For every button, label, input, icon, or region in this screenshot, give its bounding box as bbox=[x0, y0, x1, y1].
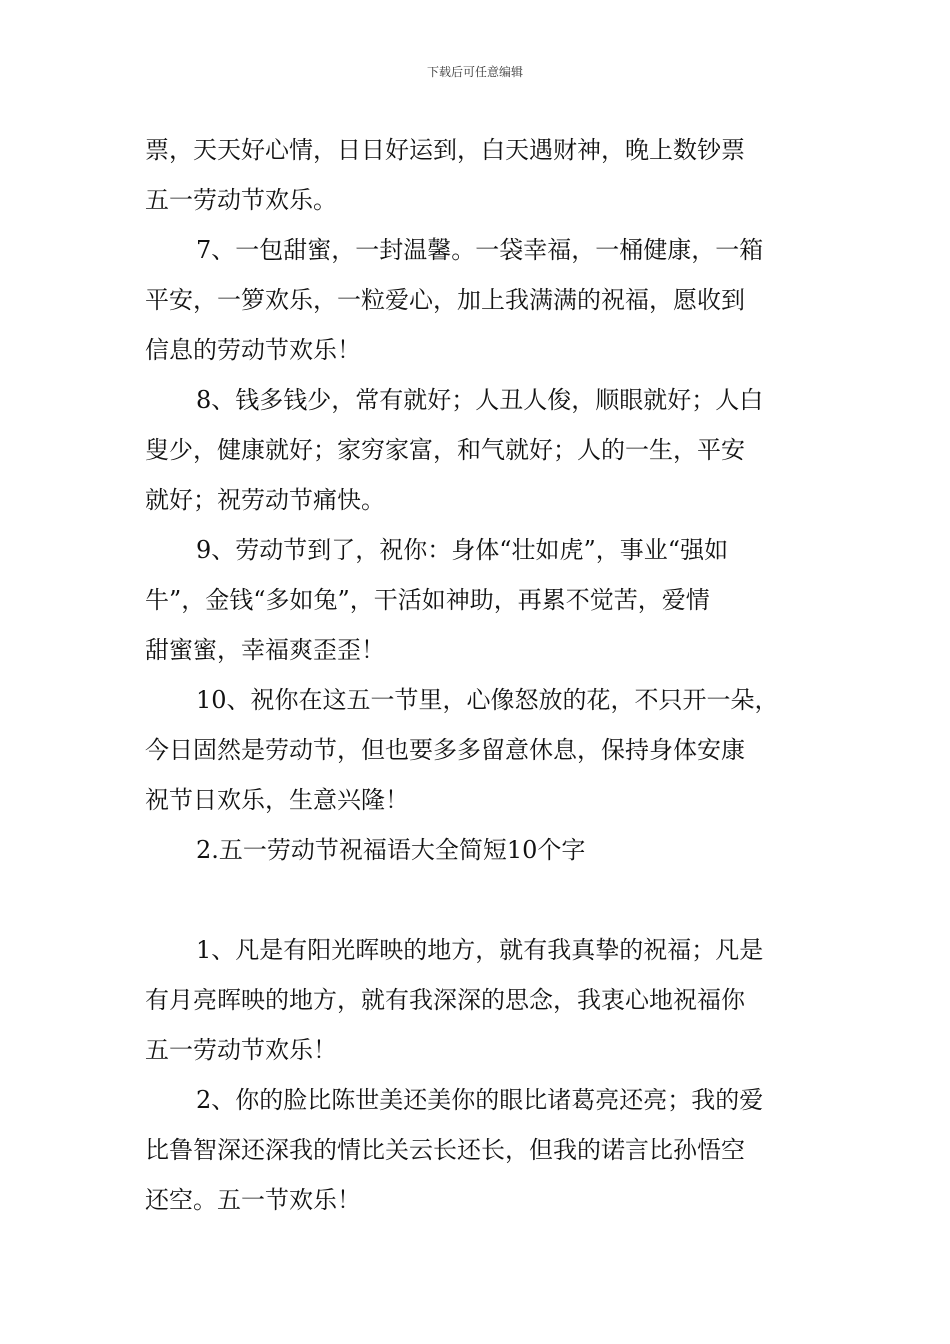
paragraph-9-start: 9、劳动节到了，祝你：身体“壮如虎”，事业“强如 bbox=[196, 536, 729, 564]
text-line: 票，天天好心情，日日好运到，白天遇财神，晚上数钞票 bbox=[145, 136, 745, 164]
text-line: 有月亮晖映的地方，就有我深深的思念，我衷心地祝福你 bbox=[145, 986, 745, 1014]
text-line: 平安，一箩欢乐，一粒爱心，加上我满满的祝福，愿收到 bbox=[145, 286, 745, 314]
text-line: 比鲁智深还深我的情比关云长还长，但我的诺言比孙悟空 bbox=[145, 1136, 745, 1164]
paragraph-8-start: 8、钱多钱少，常有就好；人丑人俊，顺眼就好；人白 bbox=[196, 386, 764, 414]
text-line: 祝节日欢乐，生意兴隆！ bbox=[145, 786, 409, 814]
paragraph-1-start: 1、凡是有阳光晖映的地方，就有我真挚的祝福；凡是 bbox=[196, 936, 764, 964]
text-line: 信息的劳动节欢乐！ bbox=[145, 336, 361, 364]
text-line: 今日固然是劳动节，但也要多多留意休息，保持身体安康 bbox=[145, 736, 745, 764]
text-line: 就好；祝劳动节痛快。 bbox=[145, 486, 385, 514]
text-line: 甜蜜蜜，幸福爽歪歪！ bbox=[145, 636, 385, 664]
text-line: 还空。五一节欢乐！ bbox=[145, 1186, 361, 1214]
paragraph-7-start: 7、一包甜蜜，一封温馨。一袋幸福，一桶健康，一箱 bbox=[196, 236, 764, 264]
page-header-note: 下载后可任意编辑 bbox=[426, 65, 523, 79]
text-line: 牛”，金钱“多如兔”，干活如神助，再累不觉苦，爱情 bbox=[145, 586, 710, 614]
text-line: 五一劳动节欢乐！ bbox=[145, 1036, 337, 1064]
paragraph-2-start: 2、你的脸比陈世美还美你的眼比诸葛亮还亮；我的爱 bbox=[196, 1086, 764, 1114]
paragraph-10-start: 10、祝你在这五一节里，心像怒放的花，不只开一朵， bbox=[196, 686, 779, 714]
text-line: 五一劳动节欢乐。 bbox=[145, 186, 337, 214]
text-line: 叟少，健康就好；家穷家富，和气就好；人的一生，平安 bbox=[145, 436, 745, 464]
section-heading: 2.五一劳动节祝福语大全简短10个字 bbox=[196, 836, 586, 864]
